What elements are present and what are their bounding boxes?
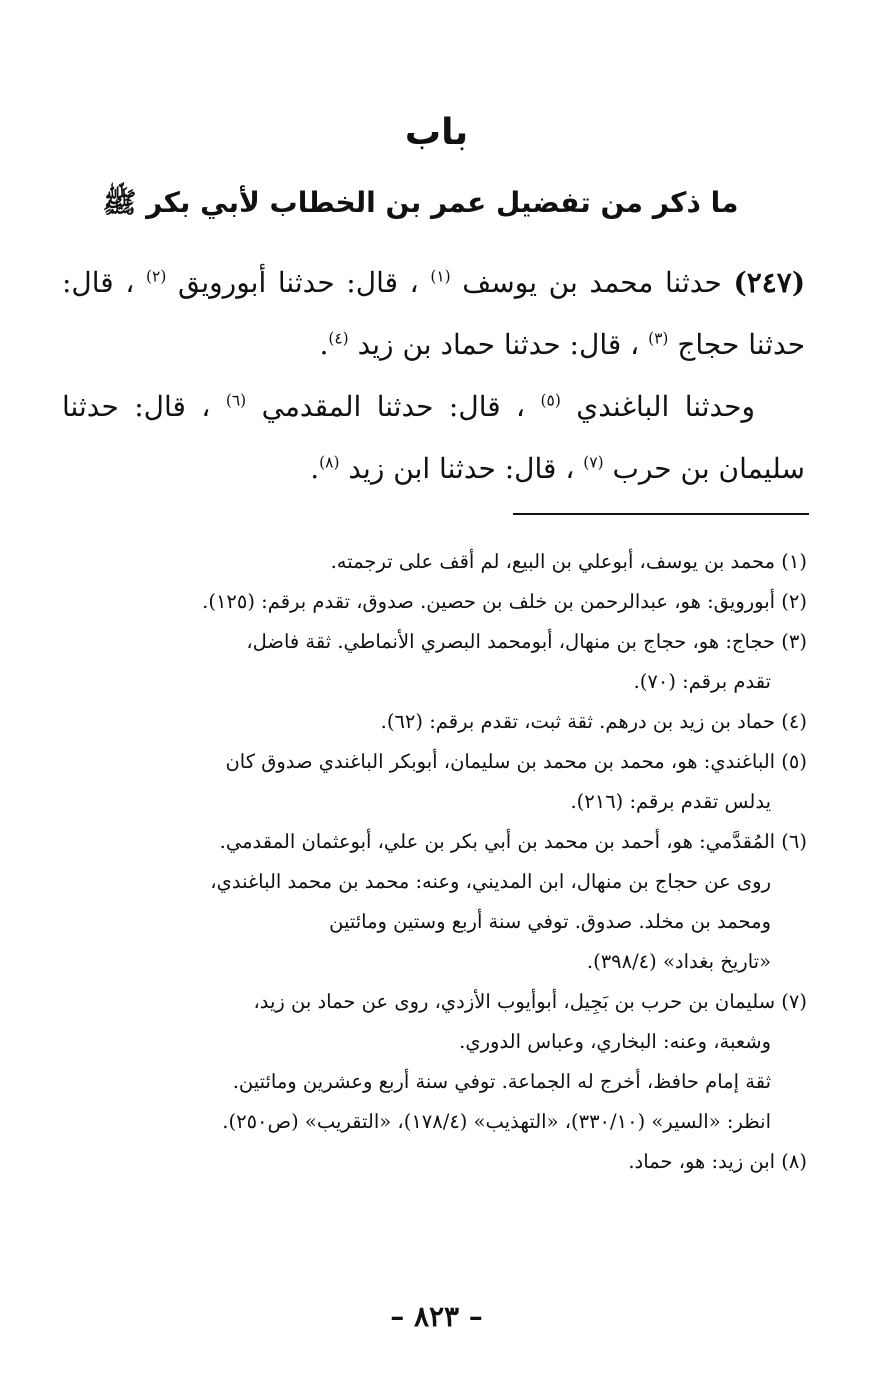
footnote-ref[interactable]: (٢) [146, 267, 167, 286]
footnote-ref[interactable]: (٥) [540, 391, 561, 410]
footnote-text: انظر: «السير» (٣٣٠/١٠)، «التهذيب» (١٧٨/٤)، «التقريب» (ص٢٥٠). [222, 1110, 771, 1133]
footnote-ref[interactable]: (١) [430, 267, 451, 286]
hadith-paragraph-1 [62, 252, 805, 376]
footnote-ref[interactable]: (٤) [328, 329, 349, 348]
narration-text: ، قال: حدثنا حجاج [62, 266, 805, 361]
footnote-6 [66, 822, 807, 982]
footnote-text: حماد بن زيد بن درهم. ثقة ثبت، تقدم برقم: (٦٢). [380, 710, 776, 733]
footnote-text: وشعبة، وعنه: البخاري، وعباس الدوري. [459, 1030, 771, 1053]
footnote-8 [66, 1142, 807, 1182]
footnote-text: محمد بن يوسف، أبوعلي بن البيع، لم أقف على ترجمته. [330, 550, 776, 573]
footnote-1 [66, 542, 807, 582]
narration-text: ، قال: حدثنا أبورويق [178, 266, 419, 299]
narration-text: حدثنا محمد بن يوسف [462, 266, 722, 299]
footnote-text: أبورويق: هو، عبدالرحمن بن خلف بن حصين. صدوق، تقدم برقم: (١٢٥). [202, 590, 776, 613]
hadith-number: (٢٤٧) [733, 266, 806, 299]
footnote-number: (٧) [781, 990, 807, 1013]
footnote-text: سليمان بن حرب بن بَجِيل، أبوأيوب الأزدي، روى عن حماد بن زيد، [253, 990, 776, 1013]
footnote-ref[interactable]: (٧) [583, 453, 604, 472]
footnote-number: (٥) [781, 750, 807, 773]
footnote-number: (٤) [781, 710, 807, 733]
footnote-ref[interactable]: (٨) [319, 453, 340, 472]
footnote-number: (٢) [781, 590, 807, 613]
hadith-paragraph-2 [62, 376, 805, 500]
footnote-text: حجاج: هو، حجاج بن منهال، أبومحمد البصري الأنماطي. ثقة فاضل، [246, 630, 776, 653]
footnote-number: (٨) [781, 1150, 807, 1173]
hadith-text [62, 252, 805, 500]
chapter-subtitle: ما ذكر من تفضيل عمر بن الخطاب لأبي بكر ﷺ [102, 186, 739, 219]
narration-text: ، قال: حدثنا سليمان بن حرب [62, 390, 805, 485]
footnote-text: «تاريخ بغداد» (٣٩٨/٤). [586, 950, 771, 973]
footnote-text: ومحمد بن مخلد. صدوق. توفي سنة أربع وستين ومائتين [329, 910, 771, 933]
footnote-ref[interactable]: (٣) [648, 329, 669, 348]
footnote-text: تقدم برقم: (٧٠). [633, 670, 771, 693]
footnote-7 [66, 982, 807, 1142]
footnote-number: (١) [781, 550, 807, 573]
narration-text: . [310, 452, 320, 485]
footnote-5 [66, 742, 807, 822]
narration-text: ، قال: حدثنا ابن زيد [348, 452, 575, 485]
narration-text: وحدثنا الباغندي [576, 390, 756, 423]
footnote-text: يدلس تقدم برقم: (٢١٦). [570, 790, 771, 813]
page-number: – ٨٢٣ – [390, 1300, 483, 1333]
footnote-number: (٦) [781, 830, 807, 853]
narration-text: ، قال: حدثنا حماد بن زيد [357, 328, 640, 361]
footnote-4 [66, 702, 807, 742]
narration-text: . [319, 328, 329, 361]
footnote-text: ثقة إمام حافظ، أخرج له الجماعة. توفي سنة أربع وعشرين ومائتين. [232, 1070, 771, 1093]
footnote-text: روى عن حجاج بن منهال، ابن المديني، وعنه: محمد بن محمد الباغندي، [210, 870, 771, 893]
footnote-3 [66, 622, 807, 702]
footnote-ref[interactable]: (٦) [225, 391, 247, 410]
footnote-text: ابن زيد: هو، حماد. [628, 1150, 776, 1173]
footnote-number: (٣) [781, 630, 807, 653]
chapter-title: باب [404, 112, 469, 153]
footnotes [66, 542, 807, 1182]
narration-text: ، قال: حدثنا المقدمي [261, 390, 526, 423]
footnote-text: المُقدَّمي: هو، أحمد بن محمد بن أبي بكر بن علي، أبوعثمان المقدمي. [219, 830, 776, 853]
footnote-2 [66, 582, 807, 622]
footnote-text: الباغندي: هو، محمد بن محمد بن سليمان، أبوبكر الباغندي صدوق كان [225, 750, 776, 773]
footnote-divider [513, 513, 809, 515]
